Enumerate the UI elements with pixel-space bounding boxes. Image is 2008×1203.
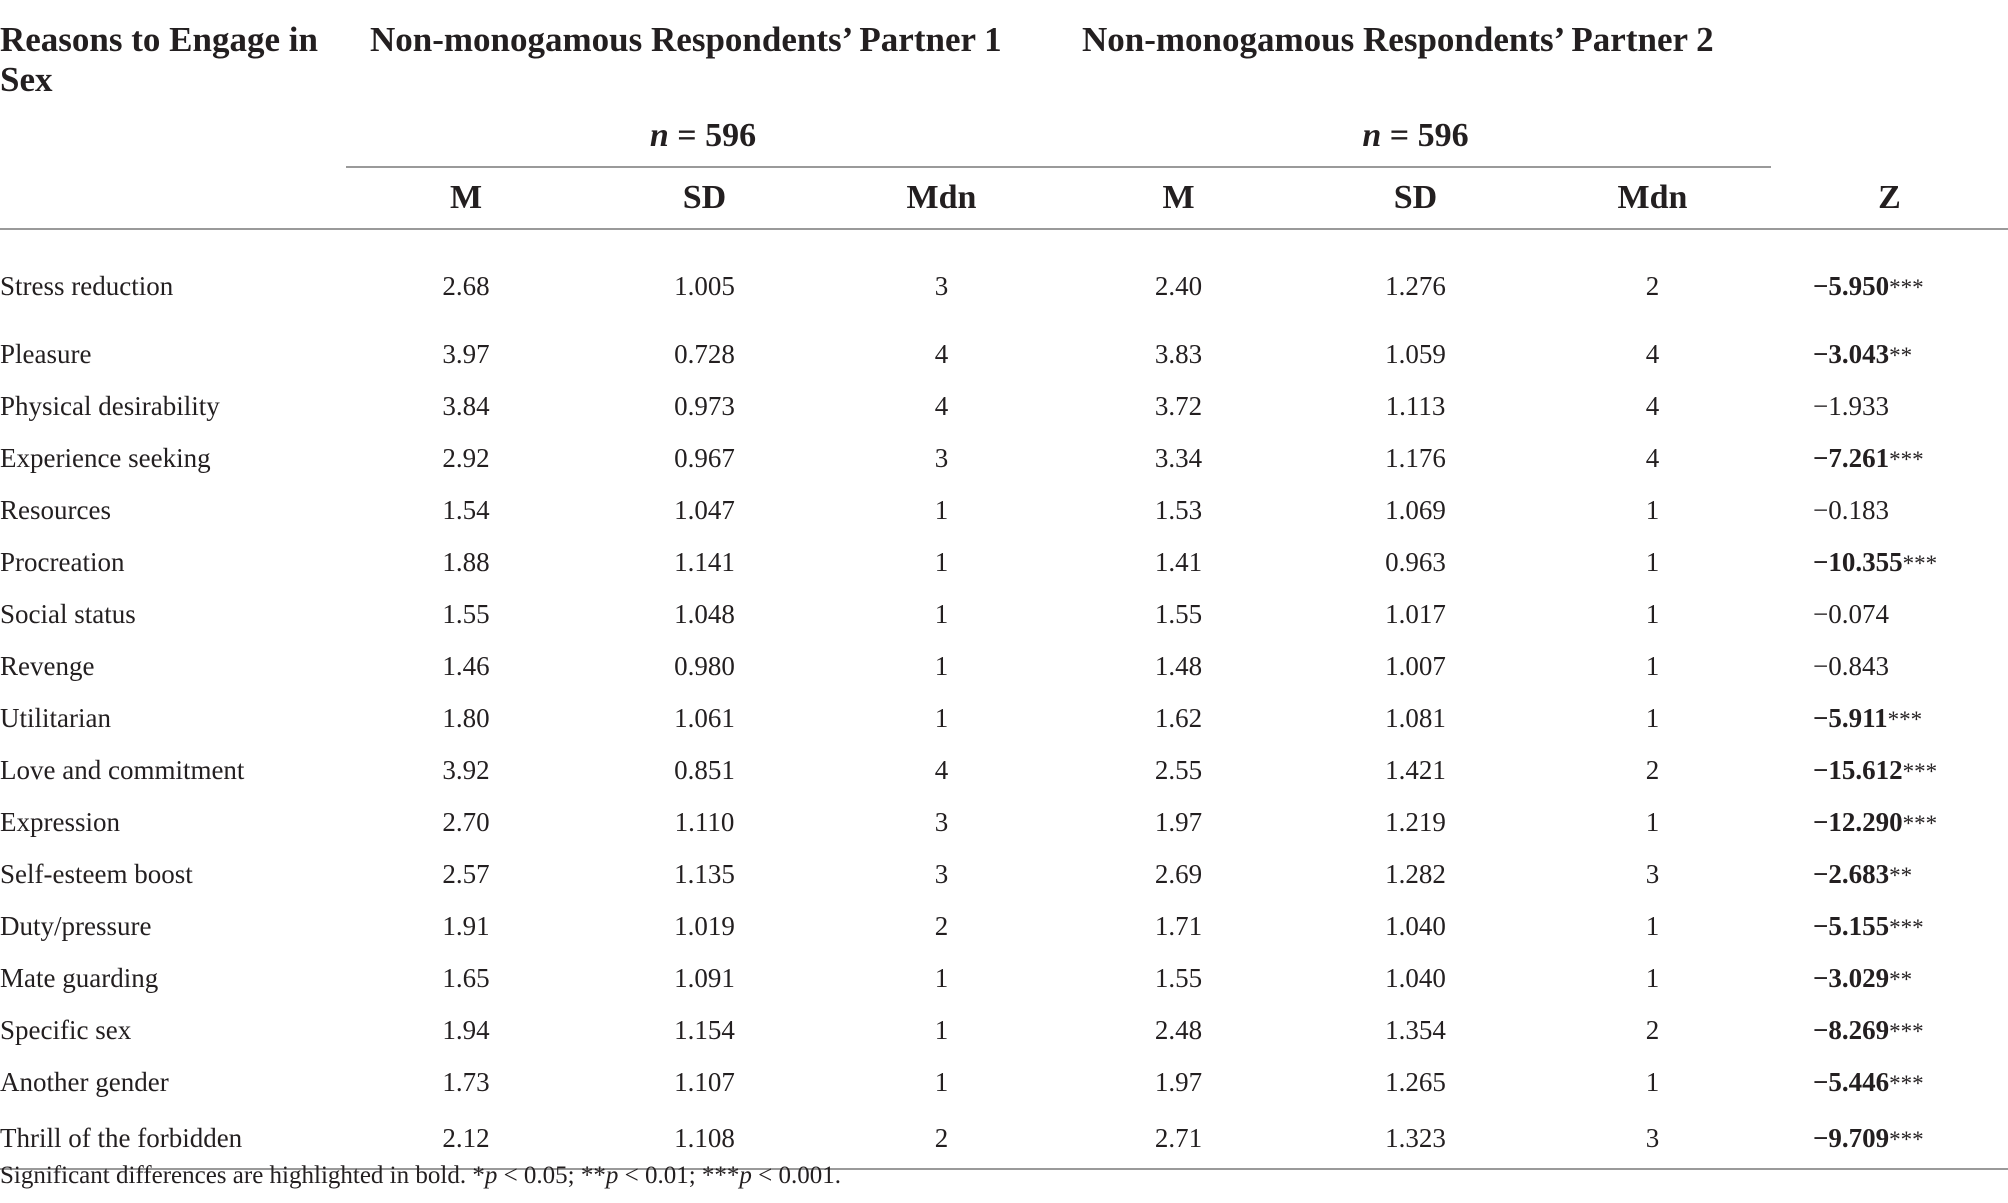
cell-mdn2: 1 [1645,962,1660,993]
cell-m2: 3.83 [1154,338,1203,369]
significance-stars: ** [1889,342,1913,368]
cell-mdn2: 1 [1645,806,1660,837]
cell-m1: 1.91 [442,910,490,941]
row-label: Duty/pressure [0,910,152,941]
cell-z [1771,796,2008,848]
z-value: −0.183 [1813,494,1889,525]
significance-stars: *** [1902,758,1938,784]
cell-sd1: 1.047 [674,494,735,525]
cell-m2: 2.69 [1154,858,1203,889]
cell-sd1: 1.108 [586,1108,823,1169]
table-row [0,952,2008,1004]
col-header-sd1: SD [586,167,823,229]
cell-sd2: 1.113 [1385,390,1446,421]
cell-mdn2: 1 [1645,494,1660,525]
cell-z [1771,692,2008,744]
row-label: Self-esteem boost [0,858,193,889]
cell-mdn2: 3 [1534,1108,1771,1169]
table-row [0,484,2008,536]
cell-sd2: 0.963 [1385,546,1446,577]
cell-mdn1: 1 [934,494,949,525]
cell-mdn2: 4 [1645,442,1660,473]
cell-sd2: 1.282 [1385,858,1446,889]
cell-m2: 2.48 [1154,1014,1203,1045]
stub-spacer [0,106,346,167]
group1-n [346,106,1060,167]
cell-sd1: 1.107 [674,1066,735,1097]
cell-mdn1: 1 [934,1066,949,1097]
cell-mdn1: 2 [823,1108,1060,1169]
table-row [0,536,2008,588]
significance-stars: *** [1889,914,1924,940]
cell-sd1: 0.973 [674,390,735,421]
cell-z [1771,432,2008,484]
z-value: −3.029 [1813,962,1890,993]
z-value: −8.269 [1813,1014,1890,1045]
significance-stars: ** [1889,862,1913,888]
cell-mdn1: 3 [934,858,949,889]
cell-mdn1: 1 [934,650,949,681]
table-row [0,796,2008,848]
significance-stars: *** [1887,706,1923,732]
table-row [0,640,2008,692]
cell-sd2: 1.323 [1297,1108,1534,1169]
cell-sd2: 1.421 [1385,754,1446,785]
row-label: Another gender [0,1066,169,1097]
col-header-m2: M [1060,167,1297,229]
cell-mdn1: 4 [934,390,949,421]
cell-sd1: 0.980 [674,650,735,681]
z-value: −0.074 [1813,598,1889,629]
cell-sd2: 1.276 [1385,270,1446,301]
cell-m2: 1.55 [1154,598,1203,629]
group2-header: Non-monogamous Respondents’ Partner 2 [1082,20,1714,59]
row-label: Experience seeking [0,442,211,473]
significance-stars: *** [1902,810,1938,836]
significance-stars: *** [1889,274,1924,300]
z-value: −5.155 [1813,910,1890,941]
significance-stars: *** [1889,1018,1924,1044]
cell-z [1771,640,2008,692]
cell-z [1771,484,2008,536]
cell-sd1: 1.019 [674,910,735,941]
cell-m1: 1.65 [442,962,490,993]
cell-z [1771,848,2008,900]
cell-sd2: 1.219 [1385,806,1446,837]
cell-m2: 3.72 [1154,390,1203,421]
z-value: −0.843 [1813,650,1889,681]
cell-m2: 1.71 [1154,910,1203,941]
cell-sd2: 1.069 [1385,494,1446,525]
col-header-z: Z [1771,167,2008,229]
cell-z [1771,1108,2008,1169]
cell-sd2: 1.176 [1385,442,1446,473]
cell-sd2: 1.040 [1385,962,1446,993]
cell-sd2: 1.059 [1385,338,1446,369]
significance-stars: *** [1889,446,1924,472]
table-row [0,229,2008,328]
cell-m2: 1.97 [1154,1066,1203,1097]
table-row [0,432,2008,484]
z-value: −3.043 [1813,338,1890,369]
row-label: Resources [0,494,111,525]
cell-mdn1: 1 [934,598,949,629]
z-value: −2.683 [1813,858,1890,889]
table-row [0,1108,2008,1169]
cell-sd2: 1.017 [1385,598,1446,629]
cell-m1: 2.68 [442,270,490,301]
cell-mdn1: 1 [934,702,949,733]
row-label: Expression [0,806,120,837]
footnote-t3: < 0.001. [751,1162,842,1189]
col-header-mdn1: Mdn [823,167,1060,229]
cell-m1: 3.92 [442,754,490,785]
table-row [0,588,2008,640]
table-footnote [0,1162,841,1190]
cell-m2: 1.55 [1154,962,1203,993]
cell-m2: 2.40 [1154,270,1203,301]
cell-sd1: 1.135 [674,858,735,889]
row-label: Revenge [0,650,95,681]
row-label: Procreation [0,546,125,577]
row-label: Mate guarding [0,962,159,993]
footnote-p3: p [739,1162,752,1189]
significance-stars: ** [1889,966,1913,992]
footnote-p1: p [484,1162,498,1189]
footnote-lead: Significant differences are highlighted in bold. * [0,1162,485,1189]
z-value: −12.290 [1813,806,1903,837]
row-label: Social status [0,598,136,629]
table-row [0,1056,2008,1108]
footnote-t2: < 0.01; *** [618,1162,740,1189]
footnote-t1: < 0.05; ** [497,1162,606,1189]
cell-m2: 2.55 [1154,754,1203,785]
header-row-n [0,106,2008,167]
z-value: −9.709 [1813,1122,1890,1153]
z-value: −15.612 [1813,754,1903,785]
significance-stars: *** [1889,1126,1924,1152]
cell-sd1: 0.967 [674,442,735,473]
significance-stars: *** [1889,1070,1924,1096]
cell-m2: 1.97 [1154,806,1203,837]
cell-m1: 3.84 [442,390,490,421]
stub-header: Reasons to Engage in Sex [0,20,318,99]
row-label: Utilitarian [0,702,111,733]
table-body [0,229,2008,1169]
cell-m1: 1.73 [442,1066,490,1097]
cell-z [1771,588,2008,640]
cell-mdn1: 1 [934,546,949,577]
row-label: Pleasure [0,338,92,369]
cell-sd1: 0.728 [674,338,735,369]
col-header-mdn2: Mdn [1534,167,1771,229]
z-value: −10.355 [1813,546,1903,577]
cell-mdn2: 3 [1645,858,1660,889]
header-row-columns [0,167,2008,229]
cell-z [1771,900,2008,952]
header-row-groups [0,0,2008,106]
cell-mdn1: 3 [934,806,949,837]
cell-sd1: 0.851 [674,754,735,785]
cell-sd2: 1.265 [1385,1066,1446,1097]
cell-m2: 3.34 [1154,442,1203,473]
cell-sd1: 1.061 [674,702,735,733]
cell-mdn1: 2 [934,910,949,941]
table-row [0,1004,2008,1056]
cell-sd1: 1.048 [674,598,735,629]
cell-sd1: 1.110 [674,806,735,837]
z-n-spacer [1771,106,2008,167]
cell-z [1771,1056,2008,1108]
group1-header: Non-monogamous Respondents’ Partner 1 [370,20,1002,59]
cell-mdn1: 3 [934,442,949,473]
cell-mdn2: 2 [1645,754,1660,785]
table-row [0,328,2008,380]
cell-mdn2: 1 [1645,650,1660,681]
row-label: Thrill of the forbidden [0,1108,346,1169]
cell-m2: 1.62 [1154,702,1203,733]
cell-z [1771,744,2008,796]
row-label: Specific sex [0,1014,132,1045]
cell-sd2: 1.081 [1385,702,1446,733]
cell-m2: 2.71 [1060,1108,1297,1169]
table-row [0,380,2008,432]
cell-m1: 1.46 [442,650,490,681]
table-row [0,900,2008,952]
z-group-spacer [1771,0,2008,106]
cell-m1: 3.97 [442,338,490,369]
cell-mdn1: 1 [934,962,949,993]
cell-z [1771,952,2008,1004]
cell-mdn2: 1 [1645,910,1660,941]
group1-n-value: = 596 [668,117,757,154]
group2-n-value: = 596 [1381,117,1469,154]
cell-m2: 1.41 [1154,546,1203,577]
cell-z [1771,328,2008,380]
cell-m1: 1.80 [442,702,490,733]
cell-mdn2: 2 [1645,1014,1660,1045]
z-value: −7.261 [1813,442,1890,473]
cell-mdn1: 4 [934,754,949,785]
cell-sd2: 1.007 [1385,650,1446,681]
cell-z [1771,229,2008,328]
cell-sd1: 1.154 [674,1014,735,1045]
cell-z [1771,536,2008,588]
cell-m1: 1.94 [442,1014,490,1045]
group2-n [1060,106,1771,167]
cell-sd1: 1.005 [674,270,735,301]
cell-mdn2: 2 [1645,270,1660,301]
z-value: −5.950 [1813,270,1890,301]
cell-mdn2: 4 [1645,338,1660,369]
cell-m1: 2.70 [442,806,490,837]
col-header-m1: M [346,167,586,229]
col-header-sd2: SD [1297,167,1534,229]
cell-mdn2: 4 [1645,390,1660,421]
cell-m1: 1.54 [442,494,490,525]
footnote-p2: p [605,1162,619,1189]
cell-mdn2: 1 [1645,598,1660,629]
cell-mdn2: 1 [1645,702,1660,733]
cell-m1: 2.92 [442,442,490,473]
table-row [0,692,2008,744]
cell-z [1771,380,2008,432]
stub-col-spacer [0,167,346,229]
cell-mdn1: 4 [934,338,949,369]
z-value: −1.933 [1813,390,1889,421]
cell-z [1771,1004,2008,1056]
group1-n-symbol: n [649,117,669,154]
cell-m1: 1.88 [442,546,490,577]
table-row [0,848,2008,900]
cell-m1: 1.55 [442,598,490,629]
z-value: −5.446 [1813,1066,1890,1097]
row-label: Stress reduction [0,270,174,301]
cell-m1: 2.12 [346,1108,586,1169]
significance-stars: *** [1902,550,1938,576]
cell-m1: 2.57 [442,858,490,889]
row-label: Love and commitment [0,754,245,785]
cell-mdn1: 1 [934,1014,949,1045]
row-label: Physical desirability [0,390,220,421]
cell-m2: 1.53 [1154,494,1203,525]
cell-mdn1: 3 [934,270,949,301]
cell-mdn2: 1 [1645,546,1660,577]
cell-m2: 1.48 [1154,650,1203,681]
group2-n-symbol: n [1362,117,1382,154]
z-value: −5.911 [1813,702,1888,733]
table-row [0,744,2008,796]
cell-mdn2: 1 [1645,1066,1660,1097]
cell-sd2: 1.040 [1385,910,1446,941]
cell-sd1: 1.091 [674,962,735,993]
cell-sd1: 1.141 [674,546,735,577]
cell-sd2: 1.354 [1385,1014,1446,1045]
